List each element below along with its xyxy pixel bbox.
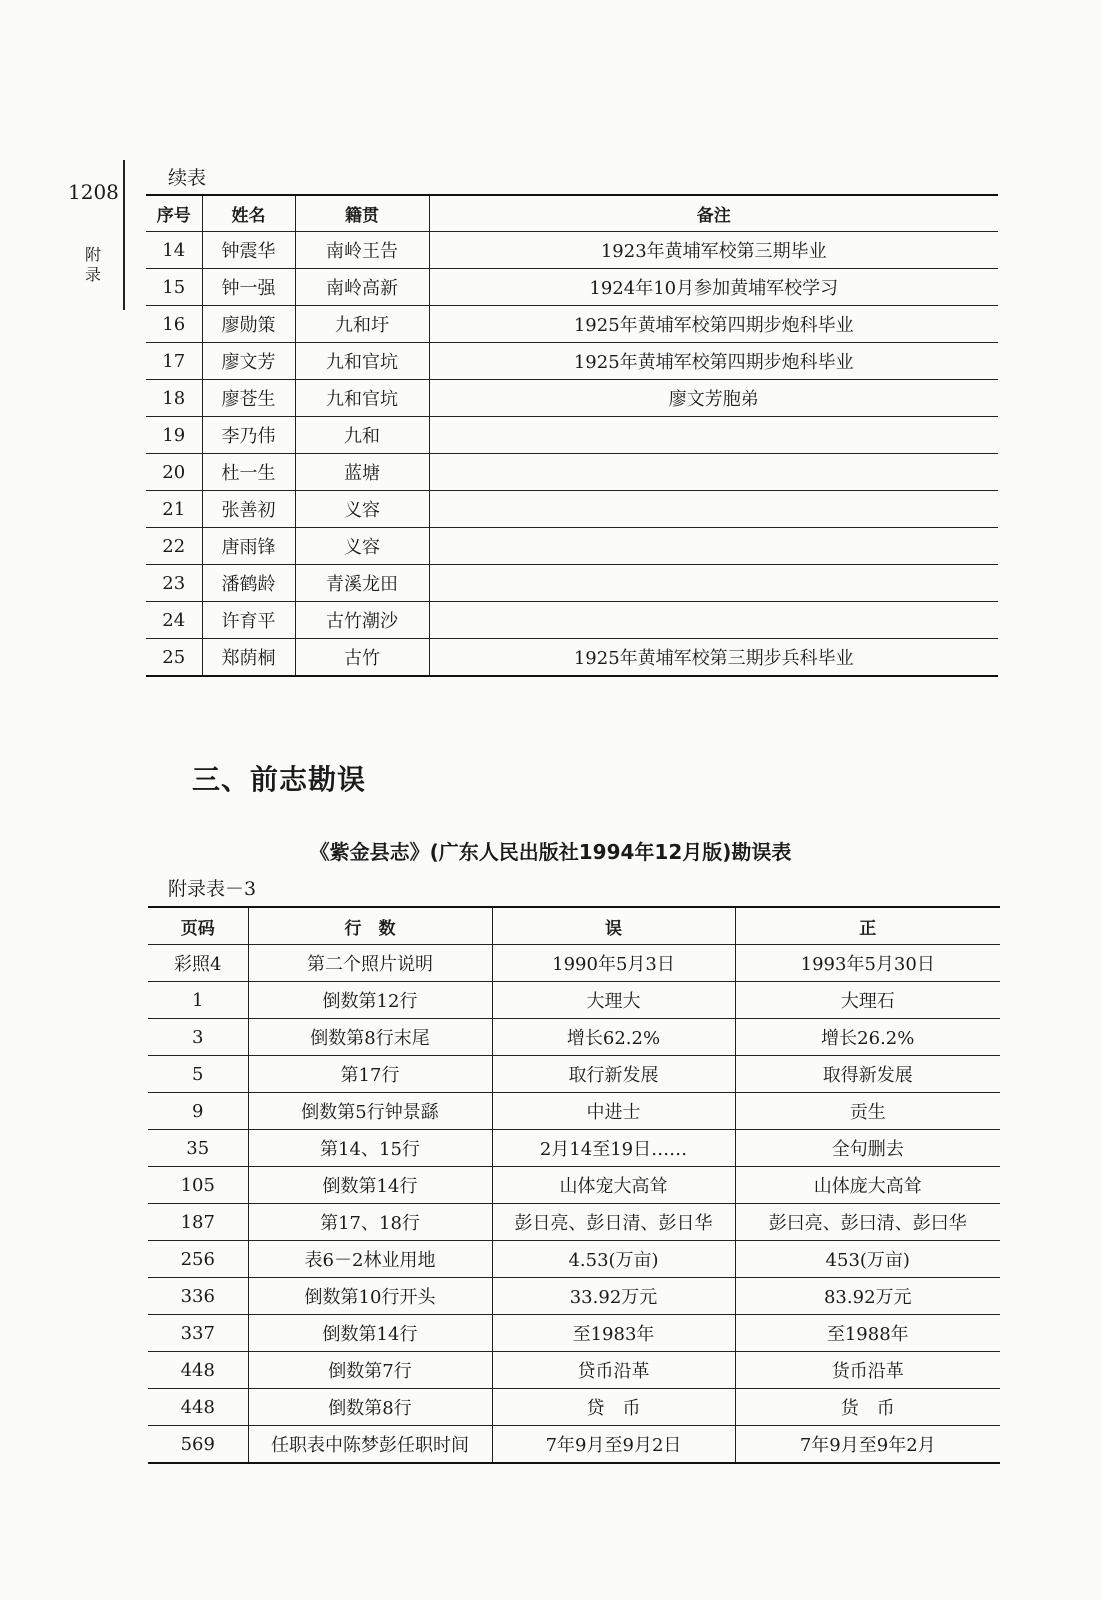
graduates-table xyxy=(146,194,998,677)
table-cell: 取得新发展 xyxy=(735,1056,1000,1093)
header-cell: 正 xyxy=(735,907,1000,945)
table-cell: 1925年黄埔军校第四期步炮科毕业 xyxy=(429,343,998,380)
table-cell: 18 xyxy=(146,380,202,417)
header-cell: 误 xyxy=(492,907,735,945)
table-cell: 九和 xyxy=(295,417,429,454)
table-cell: 倒数第14行 xyxy=(248,1167,492,1204)
table-cell: 中进士 xyxy=(492,1093,735,1130)
table-cell: 山体庞大高耸 xyxy=(735,1167,1000,1204)
table-cell: 9 xyxy=(148,1093,248,1130)
table-cell: 至1983年 xyxy=(492,1315,735,1352)
table-cell: 货币沿革 xyxy=(735,1352,1000,1389)
table-cell: 增长62.2% xyxy=(492,1019,735,1056)
table-cell: 钟一强 xyxy=(202,269,295,306)
table-cell: 83.92万元 xyxy=(735,1278,1000,1315)
table-row xyxy=(148,1278,1000,1315)
table-cell xyxy=(429,565,998,602)
table-cell: 17 xyxy=(146,343,202,380)
table-cell: 倒数第5行钟景繇 xyxy=(248,1093,492,1130)
table-cell: 古竹 xyxy=(295,639,429,677)
table-cell: 彭曰亮、彭曰清、彭曰华 xyxy=(735,1204,1000,1241)
table-cell: 3 xyxy=(148,1019,248,1056)
table-row xyxy=(148,1315,1000,1352)
table-cell: 25 xyxy=(146,639,202,677)
table-cell: 1923年黄埔军校第三期毕业 xyxy=(429,232,998,269)
table-cell: 1925年黄埔军校第三期步兵科毕业 xyxy=(429,639,998,677)
table-cell: 义容 xyxy=(295,528,429,565)
table-cell: 第二个照片说明 xyxy=(248,945,492,982)
table-cell: 448 xyxy=(148,1352,248,1389)
table-cell: 九和圩 xyxy=(295,306,429,343)
table-cell: 23 xyxy=(146,565,202,602)
errata-table-title: 《紫金县志》(广东人民出版社1994年12月版)勘误表 xyxy=(309,840,792,864)
table-cell: 22 xyxy=(146,528,202,565)
table-cell: 大理石 xyxy=(735,982,1000,1019)
table-cell: 取行新发展 xyxy=(492,1056,735,1093)
table-row xyxy=(148,1426,1000,1464)
side-label xyxy=(84,245,102,285)
table-row xyxy=(146,565,998,602)
header-cell: 备注 xyxy=(429,195,998,232)
table-row xyxy=(148,1204,1000,1241)
table-cell: 35 xyxy=(148,1130,248,1167)
table-cell: 九和官坑 xyxy=(295,343,429,380)
table-cell: 南岭王告 xyxy=(295,232,429,269)
table-cell: 倒数第12行 xyxy=(248,982,492,1019)
table-cell: 钟震华 xyxy=(202,232,295,269)
table-cell: 1 xyxy=(148,982,248,1019)
table-cell xyxy=(429,602,998,639)
table-cell: 24 xyxy=(146,602,202,639)
table-row xyxy=(148,1019,1000,1056)
table-cell: 唐雨锋 xyxy=(202,528,295,565)
table-row xyxy=(146,528,998,565)
table-row xyxy=(148,1352,1000,1389)
table-row xyxy=(146,343,998,380)
table-cell: 张善初 xyxy=(202,491,295,528)
table-cell: 第14、15行 xyxy=(248,1130,492,1167)
table-cell: 贡生 xyxy=(735,1093,1000,1130)
table-cell: 1925年黄埔军校第四期步炮科毕业 xyxy=(429,306,998,343)
table-row xyxy=(148,945,1000,982)
side-label-char: 录 xyxy=(84,265,101,284)
table-cell: 增长26.2% xyxy=(735,1019,1000,1056)
table-row xyxy=(146,454,998,491)
table-cell: 453(万亩) xyxy=(735,1241,1000,1278)
table-cell: 南岭高新 xyxy=(295,269,429,306)
table-row xyxy=(148,1389,1000,1426)
table-row xyxy=(146,380,998,417)
continued-table-label: 续表 xyxy=(168,167,207,189)
table-cell: 至1988年 xyxy=(735,1315,1000,1352)
table-cell: 倒数第10行开头 xyxy=(248,1278,492,1315)
table-cell: 21 xyxy=(146,491,202,528)
header-cell: 页码 xyxy=(148,907,248,945)
table-cell: 货 币 xyxy=(735,1389,1000,1426)
table-cell: 第17行 xyxy=(248,1056,492,1093)
table-cell: 337 xyxy=(148,1315,248,1352)
table-row xyxy=(146,306,998,343)
table-cell xyxy=(429,417,998,454)
table-cell: 16 xyxy=(146,306,202,343)
header-cell: 籍贯 xyxy=(295,195,429,232)
table-row xyxy=(148,1167,1000,1204)
table-cell xyxy=(429,528,998,565)
table-cell: 2月14至19日…… xyxy=(492,1130,735,1167)
table-cell: 蓝塘 xyxy=(295,454,429,491)
table-cell: 倒数第8行 xyxy=(248,1389,492,1426)
table-cell: 第17、18行 xyxy=(248,1204,492,1241)
table-cell: 7年9月至9年2月 xyxy=(735,1426,1000,1464)
table-row xyxy=(148,1130,1000,1167)
table-row xyxy=(148,1056,1000,1093)
table-cell: 1990年5月3日 xyxy=(492,945,735,982)
table-cell: 廖苍生 xyxy=(202,380,295,417)
table-cell: 任职表中陈梦彭任职时间 xyxy=(248,1426,492,1464)
table-cell: 九和官坑 xyxy=(295,380,429,417)
table-cell: 古竹潮沙 xyxy=(295,602,429,639)
table-row xyxy=(148,982,1000,1019)
table-cell: 义容 xyxy=(295,491,429,528)
errata-table-label: 附录表－3 xyxy=(168,878,257,900)
section-heading: 三、前志勘误 xyxy=(192,763,367,796)
table-cell: 山体宠大高耸 xyxy=(492,1167,735,1204)
table-cell: 表6－2林业用地 xyxy=(248,1241,492,1278)
table-cell: 青溪龙田 xyxy=(295,565,429,602)
table-cell: 20 xyxy=(146,454,202,491)
table-cell: 杜一生 xyxy=(202,454,295,491)
table-cell: 贷币沿革 xyxy=(492,1352,735,1389)
table-cell: 336 xyxy=(148,1278,248,1315)
table-header-row xyxy=(146,195,998,232)
table-cell: 贷 币 xyxy=(492,1389,735,1426)
table-cell: 1924年10月参加黄埔军校学习 xyxy=(429,269,998,306)
table-cell: 倒数第14行 xyxy=(248,1315,492,1352)
table-cell: 19 xyxy=(146,417,202,454)
side-label-char: 附 xyxy=(84,245,101,264)
margin-rule xyxy=(123,160,125,310)
table-cell xyxy=(429,491,998,528)
header-cell: 行 数 xyxy=(248,907,492,945)
table-cell: 7年9月至9月2日 xyxy=(492,1426,735,1464)
table-cell xyxy=(429,454,998,491)
table-row xyxy=(146,602,998,639)
header-cell: 序号 xyxy=(146,195,202,232)
table-cell: 倒数第7行 xyxy=(248,1352,492,1389)
table-row xyxy=(148,1093,1000,1130)
table-cell: 潘鹤龄 xyxy=(202,565,295,602)
table-cell: 256 xyxy=(148,1241,248,1278)
table-row xyxy=(146,269,998,306)
table-cell: 33.92万元 xyxy=(492,1278,735,1315)
table-cell: 14 xyxy=(146,232,202,269)
table-cell: 郑荫桐 xyxy=(202,639,295,677)
table-row xyxy=(146,417,998,454)
table-cell: 彭日亮、彭日清、彭日华 xyxy=(492,1204,735,1241)
table-row xyxy=(146,232,998,269)
table-cell: 李乃伟 xyxy=(202,417,295,454)
table-cell: 4.53(万亩) xyxy=(492,1241,735,1278)
table-header-row xyxy=(148,907,1000,945)
page-number: 1208 xyxy=(68,180,119,204)
header-cell: 姓名 xyxy=(202,195,295,232)
table-cell: 全句删去 xyxy=(735,1130,1000,1167)
table-cell: 彩照4 xyxy=(148,945,248,982)
table-cell: 105 xyxy=(148,1167,248,1204)
table-row xyxy=(146,639,998,677)
table-cell: 1993年5月30日 xyxy=(735,945,1000,982)
table-row xyxy=(148,1241,1000,1278)
table-cell: 廖文芳 xyxy=(202,343,295,380)
table-cell: 廖文芳胞弟 xyxy=(429,380,998,417)
table-cell: 5 xyxy=(148,1056,248,1093)
table-cell: 廖勋策 xyxy=(202,306,295,343)
errata-table xyxy=(148,906,1000,1464)
table-cell: 倒数第8行末尾 xyxy=(248,1019,492,1056)
table-cell: 大理大 xyxy=(492,982,735,1019)
table-row xyxy=(146,491,998,528)
table-cell: 15 xyxy=(146,269,202,306)
table-cell: 569 xyxy=(148,1426,248,1464)
table-cell: 187 xyxy=(148,1204,248,1241)
table-cell: 448 xyxy=(148,1389,248,1426)
table-cell: 许育平 xyxy=(202,602,295,639)
